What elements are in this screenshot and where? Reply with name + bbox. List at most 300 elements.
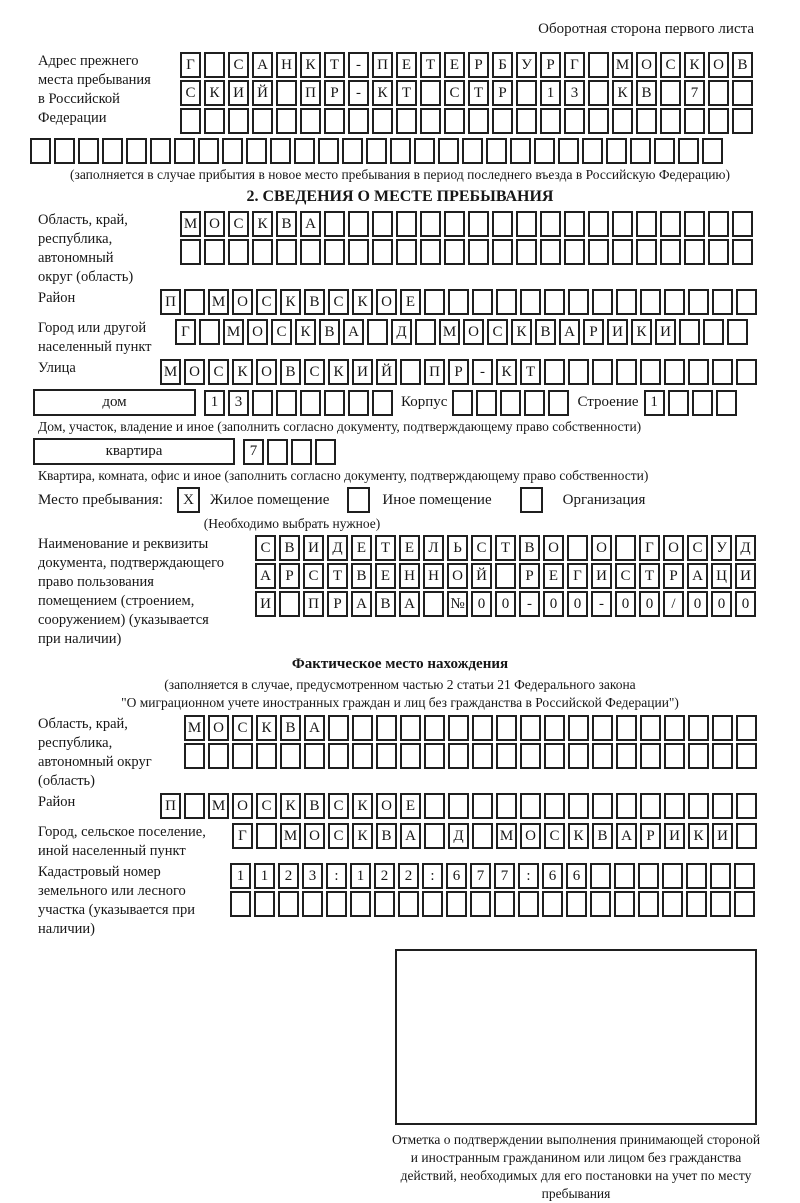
char-box[interactable]: И: [735, 563, 756, 589]
char-box[interactable]: Т: [375, 535, 396, 561]
char-box[interactable]: [198, 138, 219, 164]
char-box[interactable]: [615, 535, 636, 561]
char-box[interactable]: О: [304, 823, 325, 849]
char-box[interactable]: [270, 138, 291, 164]
char-box[interactable]: [348, 390, 369, 416]
char-box[interactable]: [438, 138, 459, 164]
char-box[interactable]: -: [472, 359, 493, 385]
char-box[interactable]: [414, 138, 435, 164]
char-box[interactable]: [374, 891, 395, 917]
char-box[interactable]: [372, 211, 393, 237]
char-box[interactable]: 0: [471, 591, 492, 617]
char-box[interactable]: [424, 289, 445, 315]
char-box[interactable]: А: [687, 563, 708, 589]
char-box[interactable]: К: [256, 715, 277, 741]
char-box[interactable]: [703, 319, 724, 345]
char-box[interactable]: П: [303, 591, 324, 617]
char-box[interactable]: 7: [494, 863, 515, 889]
char-box[interactable]: [660, 239, 681, 265]
char-box[interactable]: И: [664, 823, 685, 849]
char-box[interactable]: [590, 863, 611, 889]
char-box[interactable]: [630, 138, 651, 164]
char-box[interactable]: Е: [543, 563, 564, 589]
char-box[interactable]: [636, 108, 657, 134]
char-box[interactable]: О: [256, 359, 277, 385]
char-box[interactable]: [684, 108, 705, 134]
char-box[interactable]: [496, 743, 517, 769]
char-box[interactable]: [708, 211, 729, 237]
char-box[interactable]: Г: [639, 535, 660, 561]
char-box[interactable]: [424, 823, 445, 849]
char-box[interactable]: 0: [687, 591, 708, 617]
char-box[interactable]: 0: [735, 591, 756, 617]
char-box[interactable]: [30, 138, 51, 164]
char-box[interactable]: [606, 138, 627, 164]
char-box[interactable]: [732, 239, 753, 265]
char-box[interactable]: [180, 108, 201, 134]
char-box[interactable]: [712, 289, 733, 315]
char-box[interactable]: [520, 793, 541, 819]
char-box[interactable]: [732, 211, 753, 237]
char-box[interactable]: С: [444, 80, 465, 106]
char-box[interactable]: [520, 715, 541, 741]
char-box[interactable]: [548, 390, 569, 416]
char-box[interactable]: Е: [399, 535, 420, 561]
char-box[interactable]: В: [276, 211, 297, 237]
char-box[interactable]: М: [439, 319, 460, 345]
char-box[interactable]: [616, 289, 637, 315]
char-box[interactable]: К: [295, 319, 316, 345]
char-box[interactable]: [276, 390, 297, 416]
char-box[interactable]: [420, 80, 441, 106]
char-box[interactable]: [588, 108, 609, 134]
char-box[interactable]: 1: [254, 863, 275, 889]
char-box[interactable]: [486, 138, 507, 164]
char-box[interactable]: [544, 743, 565, 769]
char-box[interactable]: [568, 359, 589, 385]
char-box[interactable]: [204, 52, 225, 78]
char-box[interactable]: Р: [324, 80, 345, 106]
char-box[interactable]: [300, 108, 321, 134]
char-box[interactable]: [252, 108, 273, 134]
char-box[interactable]: К: [372, 80, 393, 106]
char-box[interactable]: А: [304, 715, 325, 741]
char-box[interactable]: А: [400, 823, 421, 849]
char-box[interactable]: В: [280, 359, 301, 385]
char-box[interactable]: О: [204, 211, 225, 237]
char-box[interactable]: [542, 891, 563, 917]
char-box[interactable]: [664, 793, 685, 819]
char-box[interactable]: В: [304, 289, 325, 315]
char-box[interactable]: [544, 359, 565, 385]
char-box[interactable]: [616, 743, 637, 769]
char-box[interactable]: [568, 715, 589, 741]
char-box[interactable]: И: [591, 563, 612, 589]
char-box[interactable]: И: [255, 591, 276, 617]
char-box[interactable]: Т: [495, 535, 516, 561]
char-box[interactable]: [276, 108, 297, 134]
char-box[interactable]: Й: [252, 80, 273, 106]
char-box[interactable]: [708, 80, 729, 106]
char-box[interactable]: 7: [243, 439, 264, 465]
char-box[interactable]: М: [280, 823, 301, 849]
char-box[interactable]: [736, 823, 757, 849]
char-box[interactable]: [616, 359, 637, 385]
char-box[interactable]: О: [376, 793, 397, 819]
char-box[interactable]: [640, 289, 661, 315]
char-box[interactable]: [494, 891, 515, 917]
char-box[interactable]: [712, 793, 733, 819]
char-box[interactable]: [688, 743, 709, 769]
char-box[interactable]: №: [447, 591, 468, 617]
char-box[interactable]: В: [592, 823, 613, 849]
char-box[interactable]: [444, 211, 465, 237]
char-box[interactable]: [350, 891, 371, 917]
char-box[interactable]: П: [160, 793, 181, 819]
char-box[interactable]: О: [543, 535, 564, 561]
char-box[interactable]: [568, 793, 589, 819]
char-box[interactable]: [367, 319, 388, 345]
char-box[interactable]: [326, 891, 347, 917]
char-box[interactable]: [476, 390, 497, 416]
char-box[interactable]: 1: [540, 80, 561, 106]
char-box[interactable]: И: [228, 80, 249, 106]
char-box[interactable]: [736, 289, 757, 315]
char-box[interactable]: [534, 138, 555, 164]
char-box[interactable]: [732, 108, 753, 134]
char-box[interactable]: [396, 239, 417, 265]
char-box[interactable]: -: [519, 591, 540, 617]
char-box[interactable]: [376, 715, 397, 741]
char-box[interactable]: [588, 239, 609, 265]
char-box[interactable]: [664, 289, 685, 315]
char-box[interactable]: [592, 359, 613, 385]
char-box[interactable]: Д: [735, 535, 756, 561]
char-box[interactable]: [468, 211, 489, 237]
char-box[interactable]: [710, 891, 731, 917]
char-box[interactable]: [246, 138, 267, 164]
char-box[interactable]: 0: [639, 591, 660, 617]
char-box[interactable]: /: [663, 591, 684, 617]
char-box[interactable]: Н: [276, 52, 297, 78]
char-box[interactable]: К: [568, 823, 589, 849]
char-box[interactable]: [660, 108, 681, 134]
char-box[interactable]: С: [328, 793, 349, 819]
char-box[interactable]: [640, 715, 661, 741]
char-box[interactable]: [520, 289, 541, 315]
char-box[interactable]: [396, 108, 417, 134]
char-box[interactable]: [328, 743, 349, 769]
char-box[interactable]: П: [160, 289, 181, 315]
char-box[interactable]: М: [612, 52, 633, 78]
char-box[interactable]: [678, 138, 699, 164]
char-box[interactable]: [712, 359, 733, 385]
char-box[interactable]: [228, 239, 249, 265]
checkbox-organization[interactable]: [520, 487, 543, 513]
char-box[interactable]: 7: [684, 80, 705, 106]
char-box[interactable]: [472, 289, 493, 315]
char-box[interactable]: [252, 390, 273, 416]
char-box[interactable]: [304, 743, 325, 769]
char-box[interactable]: М: [160, 359, 181, 385]
char-box[interactable]: [662, 863, 683, 889]
char-box[interactable]: [660, 211, 681, 237]
char-box[interactable]: А: [399, 591, 420, 617]
char-box[interactable]: [592, 743, 613, 769]
char-box[interactable]: 1: [230, 863, 251, 889]
char-box[interactable]: О: [447, 563, 468, 589]
char-box[interactable]: В: [280, 715, 301, 741]
checkbox-residential[interactable]: X: [177, 487, 200, 513]
char-box[interactable]: С: [687, 535, 708, 561]
char-box[interactable]: [614, 891, 635, 917]
char-box[interactable]: С: [228, 211, 249, 237]
char-box[interactable]: С: [487, 319, 508, 345]
char-box[interactable]: О: [520, 823, 541, 849]
char-box[interactable]: А: [300, 211, 321, 237]
char-box[interactable]: [516, 211, 537, 237]
char-box[interactable]: Е: [351, 535, 372, 561]
char-box[interactable]: [398, 891, 419, 917]
char-box[interactable]: В: [319, 319, 340, 345]
char-box[interactable]: В: [376, 823, 397, 849]
char-box[interactable]: [328, 715, 349, 741]
char-box[interactable]: Р: [663, 563, 684, 589]
char-box[interactable]: [324, 108, 345, 134]
char-box[interactable]: Р: [468, 52, 489, 78]
char-box[interactable]: Е: [396, 52, 417, 78]
char-box[interactable]: Т: [520, 359, 541, 385]
char-box[interactable]: Д: [327, 535, 348, 561]
char-box[interactable]: [222, 138, 243, 164]
char-box[interactable]: 3: [302, 863, 323, 889]
char-box[interactable]: Н: [423, 563, 444, 589]
char-box[interactable]: О: [247, 319, 268, 345]
char-box[interactable]: Ц: [711, 563, 732, 589]
char-box[interactable]: [254, 891, 275, 917]
char-box[interactable]: :: [518, 863, 539, 889]
char-box[interactable]: [400, 715, 421, 741]
char-box[interactable]: В: [375, 591, 396, 617]
char-box[interactable]: [448, 289, 469, 315]
char-box[interactable]: [54, 138, 75, 164]
char-box[interactable]: Р: [279, 563, 300, 589]
char-box[interactable]: [712, 743, 733, 769]
char-box[interactable]: [582, 138, 603, 164]
char-box[interactable]: [510, 138, 531, 164]
char-box[interactable]: [684, 239, 705, 265]
char-box[interactable]: 0: [711, 591, 732, 617]
char-box[interactable]: [228, 108, 249, 134]
char-box[interactable]: [252, 239, 273, 265]
char-box[interactable]: 1: [350, 863, 371, 889]
char-box[interactable]: Е: [400, 793, 421, 819]
char-box[interactable]: [468, 239, 489, 265]
char-box[interactable]: [708, 108, 729, 134]
char-box[interactable]: [516, 108, 537, 134]
char-box[interactable]: [544, 715, 565, 741]
char-box[interactable]: Р: [519, 563, 540, 589]
char-box[interactable]: С: [615, 563, 636, 589]
char-box[interactable]: [102, 138, 123, 164]
char-box[interactable]: :: [422, 863, 443, 889]
char-box[interactable]: [472, 743, 493, 769]
char-box[interactable]: [638, 863, 659, 889]
char-box[interactable]: -: [348, 80, 369, 106]
char-box[interactable]: [420, 211, 441, 237]
char-box[interactable]: :: [326, 863, 347, 889]
char-box[interactable]: [472, 793, 493, 819]
char-box[interactable]: [390, 138, 411, 164]
char-box[interactable]: [452, 390, 473, 416]
char-box[interactable]: [684, 211, 705, 237]
char-box[interactable]: [232, 743, 253, 769]
char-box[interactable]: Т: [468, 80, 489, 106]
char-box[interactable]: [636, 239, 657, 265]
char-box[interactable]: [492, 239, 513, 265]
char-box[interactable]: [180, 239, 201, 265]
char-box[interactable]: [492, 211, 513, 237]
char-box[interactable]: [78, 138, 99, 164]
char-box[interactable]: [444, 239, 465, 265]
char-box[interactable]: -: [591, 591, 612, 617]
char-box[interactable]: [174, 138, 195, 164]
char-box[interactable]: К: [328, 359, 349, 385]
char-box[interactable]: С: [544, 823, 565, 849]
char-box[interactable]: М: [496, 823, 517, 849]
char-box[interactable]: [423, 591, 444, 617]
char-box[interactable]: А: [616, 823, 637, 849]
char-box[interactable]: [664, 359, 685, 385]
char-box[interactable]: 0: [615, 591, 636, 617]
char-box[interactable]: С: [180, 80, 201, 106]
char-box[interactable]: Г: [180, 52, 201, 78]
char-box[interactable]: [668, 390, 689, 416]
char-box[interactable]: К: [496, 359, 517, 385]
char-box[interactable]: [540, 108, 561, 134]
char-box[interactable]: [590, 891, 611, 917]
char-box[interactable]: [422, 891, 443, 917]
char-box[interactable]: [366, 138, 387, 164]
char-box[interactable]: [568, 289, 589, 315]
char-box[interactable]: [588, 52, 609, 78]
char-box[interactable]: [208, 743, 229, 769]
char-box[interactable]: [276, 239, 297, 265]
char-box[interactable]: Е: [444, 52, 465, 78]
char-box[interactable]: [492, 108, 513, 134]
char-box[interactable]: [204, 108, 225, 134]
char-box[interactable]: [472, 715, 493, 741]
char-box[interactable]: [348, 108, 369, 134]
char-box[interactable]: [276, 80, 297, 106]
char-box[interactable]: [420, 108, 441, 134]
char-box[interactable]: [612, 239, 633, 265]
char-box[interactable]: Р: [640, 823, 661, 849]
char-box[interactable]: [472, 823, 493, 849]
char-box[interactable]: [660, 80, 681, 106]
char-box[interactable]: К: [631, 319, 652, 345]
char-box[interactable]: [372, 239, 393, 265]
char-box[interactable]: [294, 138, 315, 164]
char-box[interactable]: [267, 439, 288, 465]
char-box[interactable]: [702, 138, 723, 164]
char-box[interactable]: [686, 891, 707, 917]
char-box[interactable]: [734, 891, 755, 917]
char-box[interactable]: Б: [492, 52, 513, 78]
char-box[interactable]: [612, 211, 633, 237]
char-box[interactable]: Т: [639, 563, 660, 589]
char-box[interactable]: Е: [375, 563, 396, 589]
char-box[interactable]: [616, 793, 637, 819]
char-box[interactable]: [544, 289, 565, 315]
char-box[interactable]: Й: [471, 563, 492, 589]
char-box[interactable]: 1: [644, 390, 665, 416]
char-box[interactable]: [184, 743, 205, 769]
char-box[interactable]: [318, 138, 339, 164]
char-box[interactable]: С: [660, 52, 681, 78]
char-box[interactable]: [342, 138, 363, 164]
char-box[interactable]: К: [204, 80, 225, 106]
char-box[interactable]: Г: [232, 823, 253, 849]
char-box[interactable]: [654, 138, 675, 164]
char-box[interactable]: О: [208, 715, 229, 741]
char-box[interactable]: [256, 743, 277, 769]
char-box[interactable]: 2: [278, 863, 299, 889]
char-box[interactable]: С: [271, 319, 292, 345]
char-box[interactable]: Р: [540, 52, 561, 78]
char-box[interactable]: [734, 863, 755, 889]
char-box[interactable]: Р: [492, 80, 513, 106]
char-box[interactable]: С: [304, 359, 325, 385]
char-box[interactable]: 7: [470, 863, 491, 889]
char-box[interactable]: [184, 793, 205, 819]
char-box[interactable]: [564, 211, 585, 237]
char-box[interactable]: И: [303, 535, 324, 561]
char-box[interactable]: 0: [567, 591, 588, 617]
char-box[interactable]: С: [471, 535, 492, 561]
char-box[interactable]: [736, 793, 757, 819]
char-box[interactable]: В: [535, 319, 556, 345]
char-box[interactable]: [568, 743, 589, 769]
char-box[interactable]: [588, 211, 609, 237]
char-box[interactable]: [415, 319, 436, 345]
char-box[interactable]: У: [711, 535, 732, 561]
char-box[interactable]: [448, 715, 469, 741]
char-box[interactable]: [640, 359, 661, 385]
char-box[interactable]: [612, 108, 633, 134]
char-box[interactable]: К: [280, 289, 301, 315]
char-box[interactable]: [444, 108, 465, 134]
char-box[interactable]: О: [663, 535, 684, 561]
char-box[interactable]: С: [328, 289, 349, 315]
char-box[interactable]: [712, 715, 733, 741]
char-box[interactable]: М: [208, 289, 229, 315]
char-box[interactable]: И: [712, 823, 733, 849]
char-box[interactable]: Г: [175, 319, 196, 345]
char-box[interactable]: [692, 390, 713, 416]
char-box[interactable]: И: [352, 359, 373, 385]
char-box[interactable]: [400, 743, 421, 769]
char-box[interactable]: [664, 715, 685, 741]
char-box[interactable]: [280, 743, 301, 769]
char-box[interactable]: Й: [376, 359, 397, 385]
char-box[interactable]: [470, 891, 491, 917]
char-box[interactable]: [592, 715, 613, 741]
char-box[interactable]: [291, 439, 312, 465]
char-box[interactable]: [279, 591, 300, 617]
char-box[interactable]: [564, 108, 585, 134]
char-box[interactable]: [516, 239, 537, 265]
